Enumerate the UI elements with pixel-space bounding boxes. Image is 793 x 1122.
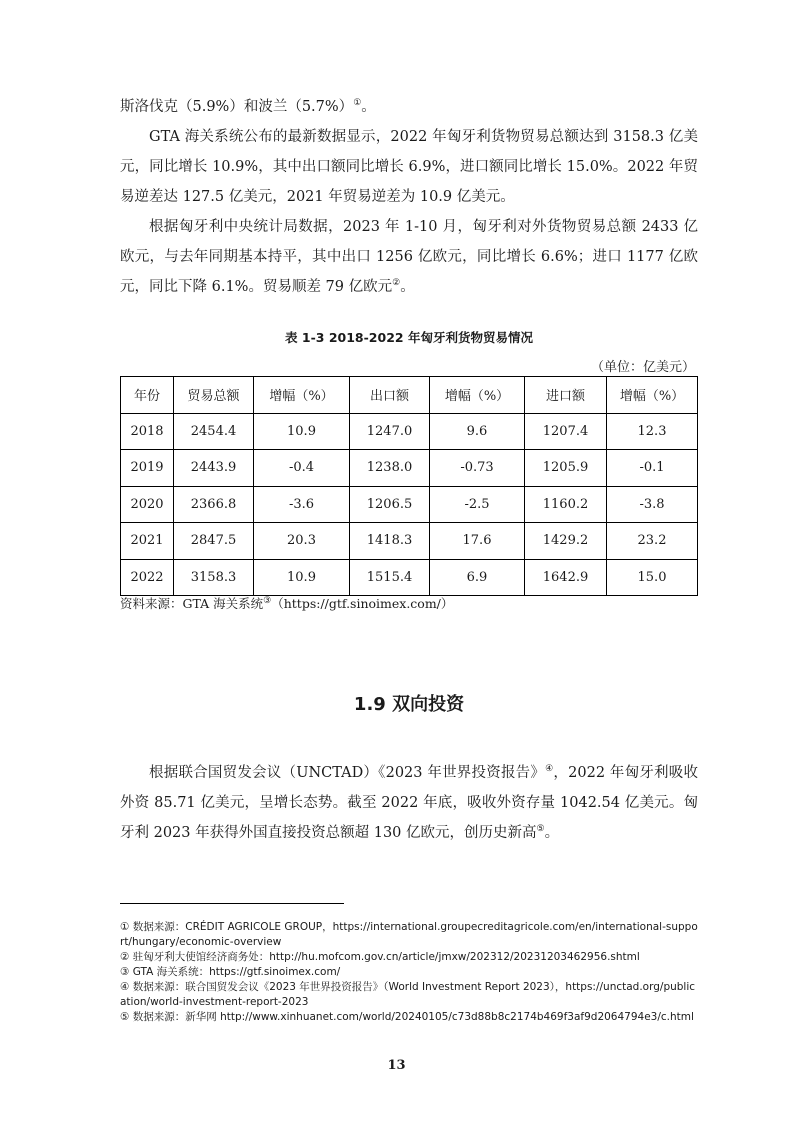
table-cell: 17.6 bbox=[430, 523, 525, 560]
table-row bbox=[121, 559, 698, 596]
column-header: 年份 bbox=[121, 377, 174, 414]
footnote-marker: ③ bbox=[263, 595, 272, 606]
paragraph-text: 。 bbox=[400, 279, 415, 295]
table-cell: 1160.2 bbox=[525, 486, 607, 523]
table-cell: 9.6 bbox=[430, 413, 525, 450]
column-header: 增幅（%） bbox=[607, 377, 698, 414]
table-cell: 12.3 bbox=[607, 413, 698, 450]
paragraph-text: 。 bbox=[544, 825, 560, 841]
table-header-row bbox=[121, 377, 698, 414]
table-cell: 1247.0 bbox=[350, 413, 430, 450]
table-cell: 10.9 bbox=[254, 413, 350, 450]
table-cell: 3158.3 bbox=[174, 559, 254, 596]
column-header: 增幅（%） bbox=[254, 377, 350, 414]
table-cell: 1206.5 bbox=[350, 486, 430, 523]
table-cell: 2443.9 bbox=[174, 450, 254, 487]
table-cell: -2.5 bbox=[430, 486, 525, 523]
table-cell: 1207.4 bbox=[525, 413, 607, 450]
body-text-top bbox=[120, 92, 698, 302]
table-row bbox=[121, 523, 698, 560]
footnote-marker: ① bbox=[353, 98, 362, 109]
table-cell: 1238.0 bbox=[350, 450, 430, 487]
footnote-item: ② 驻匈牙利大使馆经济商务处：http://hu.mofcom.gov.cn/article/jmxw/202312/20231203462956.shtml bbox=[120, 951, 640, 963]
table-cell: -3.6 bbox=[254, 486, 350, 523]
paragraph-text: 根据匈牙利中央统计局数据，2023 年 1-10 月，匈牙利对外货物贸易总额 2433 亿欧元，与去年同期基本持平，其中出口 1256 亿欧元，同比增长 6.6%；进口 1177 亿欧元，同比下降 6.1%。贸易顺差 79 亿欧元 bbox=[120, 219, 698, 295]
table-cell: 2019 bbox=[121, 450, 174, 487]
table-unit: （单位：亿美元） bbox=[590, 360, 695, 375]
paragraph-gta: GTA 海关系统公布的最新数据显示，2022 年匈牙利货物贸易总额达到 3158.3 亿美元，同比增长 10.9%，其中出口额同比增长 6.9%，进口额同比增长 15.0%。2022 年贸易逆差达 127.5 亿美元，2021 年贸易逆差为 10.9 亿美元。 bbox=[120, 129, 698, 205]
table-cell: 2022 bbox=[121, 559, 174, 596]
footnote-item: ① 数据来源：CRÉDIT AGRICOLE GROUP，https://international.groupecreditagricole.com/en/international-support/hungary/economic-overview bbox=[120, 921, 698, 948]
footnote-item: ④ 数据来源：联合国贸发会议《2023 年世界投资报告》（World Investment Report 2023），https://unctad.org/publication/world-investment-report-2023 bbox=[120, 981, 696, 1008]
column-header: 进口额 bbox=[525, 377, 607, 414]
table-cell: 2454.4 bbox=[174, 413, 254, 450]
footnote-marker: ⑤ bbox=[536, 824, 545, 835]
table-cell: 1429.2 bbox=[525, 523, 607, 560]
table-cell: 2018 bbox=[121, 413, 174, 450]
paragraph-central-statistics bbox=[120, 212, 698, 302]
page-number: 13 bbox=[387, 1058, 406, 1073]
footnote-divider bbox=[120, 903, 344, 904]
table-row bbox=[121, 413, 698, 450]
table-cell: 1515.4 bbox=[350, 559, 430, 596]
table-cell: 1418.3 bbox=[350, 523, 430, 560]
table-cell: 20.3 bbox=[254, 523, 350, 560]
source-text: （https://gtf.sinoimex.com/） bbox=[271, 596, 454, 611]
table-cell: 2366.8 bbox=[174, 486, 254, 523]
table-cell: 2021 bbox=[121, 523, 174, 560]
table-cell: -0.73 bbox=[430, 450, 525, 487]
table-cell: 2020 bbox=[121, 486, 174, 523]
section-title: 1.9 双向投资 bbox=[353, 694, 465, 715]
table-source bbox=[120, 594, 453, 612]
table-cell: -3.8 bbox=[607, 486, 698, 523]
footnote-item: ③ GTA 海关系统：https://gtf.sinoimex.com/ bbox=[120, 966, 341, 978]
paragraph-text: ，2022 年匈牙利吸收外资 85.71 亿美元，呈增长态势。截至 2022 年底，吸收外资存量 1042.54 亿美元。匈牙利 2023 年获得外国直接投资总额超 130 亿欧元，创历史新高 bbox=[120, 765, 698, 841]
table-cell: 1642.9 bbox=[525, 559, 607, 596]
table-cell: -0.4 bbox=[254, 450, 350, 487]
footnotes bbox=[120, 920, 700, 1025]
footnote-item: ⑤ 数据来源：新华网 http://www.xinhuanet.com/world/20240105/c73d88b8c2174b469f3af9d2064794e3/c.html bbox=[120, 1011, 694, 1023]
table-cell: 1205.9 bbox=[525, 450, 607, 487]
table-cell: 23.2 bbox=[607, 523, 698, 560]
table-cell: 15.0 bbox=[607, 559, 698, 596]
footnote-marker: ④ bbox=[545, 764, 554, 775]
table-cell: -0.1 bbox=[607, 450, 698, 487]
column-header: 增幅（%） bbox=[430, 377, 525, 414]
paragraph-text: 根据联合国贸发会议（UNCTAD）《2023 年世界投资报告》 bbox=[149, 765, 546, 781]
source-text: 资料来源：GTA 海关系统 bbox=[120, 596, 264, 611]
table-cell: 6.9 bbox=[430, 559, 525, 596]
column-header: 出口额 bbox=[350, 377, 430, 414]
table-cell: 10.9 bbox=[254, 559, 350, 596]
trade-table bbox=[120, 376, 698, 596]
table-row bbox=[121, 450, 698, 487]
paragraph-investment bbox=[120, 758, 698, 848]
paragraph-text: 斯洛伐克（5.9%）和波兰（5.7%） bbox=[120, 99, 354, 115]
body-text-investment bbox=[120, 758, 698, 848]
table-row bbox=[121, 486, 698, 523]
table-cell: 2847.5 bbox=[174, 523, 254, 560]
table-caption: 表 1-3 2018-2022 年匈牙利货物贸易情况 bbox=[285, 330, 533, 345]
column-header: 贸易总额 bbox=[174, 377, 254, 414]
paragraph-continuation bbox=[120, 92, 698, 122]
footnote-marker: ② bbox=[392, 278, 401, 289]
paragraph-text: 。 bbox=[361, 99, 376, 115]
